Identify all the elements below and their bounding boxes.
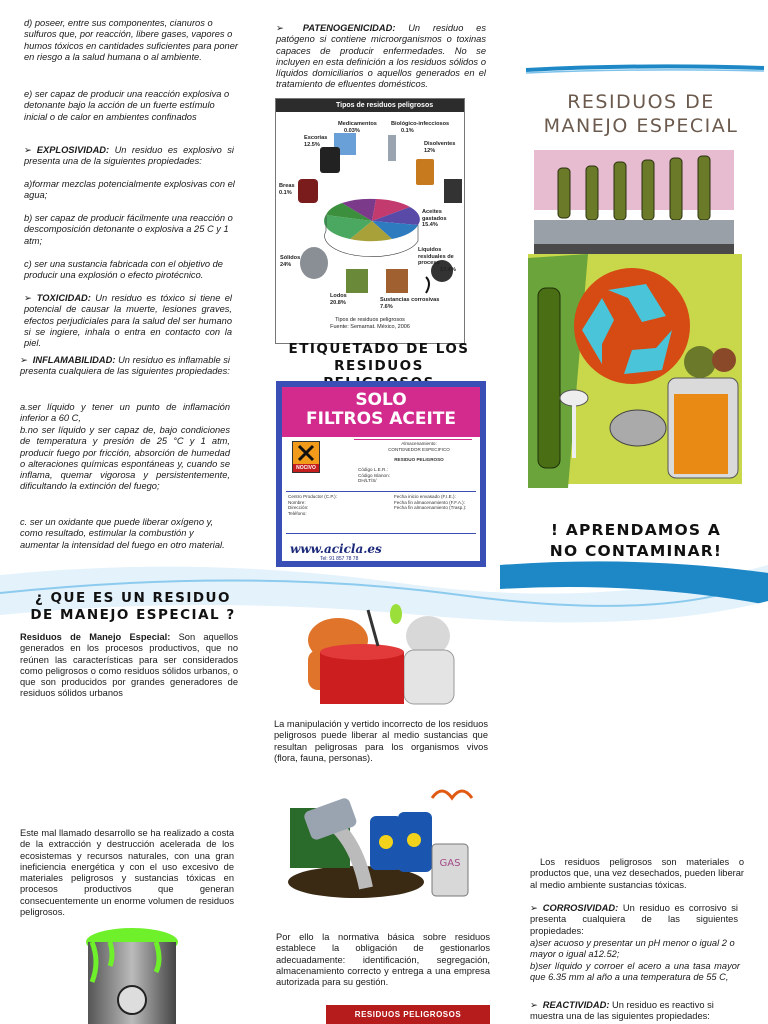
label-card-banner: [282, 387, 480, 437]
label-escorias: Escorias: [304, 135, 328, 141]
inflamabilidad-paragraph: [20, 355, 230, 378]
label-medicamentos: Medicamentos: [338, 121, 377, 127]
label-lodos-pct: 20.8%: [330, 299, 346, 306]
patog-term: PATENOGENICIDAD:: [302, 23, 396, 33]
corros-text: Un residuo es corrosivo si presenta cualquiera de las siguientes propiedades:: [530, 903, 738, 936]
lc-fecha-3: Fecha fin almacenamiento (Trasp.):: [394, 505, 467, 510]
item-e: e) ser capaz de producir una reacción explosiva o detonante bajo la acción de un fuerte estímulo inicial o de calor en ambientes confinados: [24, 89, 230, 122]
gas-label: GAS: [439, 858, 461, 869]
explos-b: b) ser capaz de producir fácilmente una reacción o descomposición detonante o explosiva a 25 C y 1 atm;: [24, 213, 233, 246]
corros-a: a)ser acuoso y presentar un pH menor o igual 2 o mayor o igual a12.52;: [530, 938, 735, 960]
label-card-title-2: FILTROS ACEITE: [305, 409, 457, 429]
label-corrosivas: Sustancias corrosivas: [380, 297, 440, 303]
hazard-label: NOCIVO: [293, 464, 319, 472]
lc-contenedor: CONTENEDOR ESPECIFICO: [388, 446, 450, 452]
chart-caption: [276, 317, 464, 331]
desarrollo-paragraph: Este mal llamado desarrollo se ha realizado a costa de la extracción y destrucción acelerada de los ecosistemas y recursos naturales, con una gran ineficiencia energética y con el uso excesivo de materiales peligrosos y sustancias tóxicas en procesos productivos que generan consecuentemente un enorme volumen de residuos peligrosos.: [20, 828, 234, 918]
patogenicidad-paragraph: [276, 23, 486, 91]
react-text: Un residuo es reactivo si muestra una de las siguientes propiedades:: [530, 1000, 714, 1022]
que-es-heading-line-1: ¿ QUE ES UN RESIDUO: [34, 590, 231, 606]
toxic-barrel-illustration: [80, 928, 184, 1024]
inflam-text: Un residuo es inflamable si presenta cualquiera de las siguientes propiedades:: [20, 355, 230, 377]
toxicidad-term: TOXICIDAD:: [36, 293, 91, 303]
label-escorias-pct: 12.5%: [304, 141, 320, 148]
chart-caption-line-1: Tipos de residuos peligrosos: [335, 317, 405, 323]
que-es-heading: [18, 590, 248, 624]
corrosividad-paragraph: [530, 903, 738, 937]
reactividad-paragraph: [530, 1000, 744, 1023]
label-aceites: Aceites gastados: [422, 209, 447, 222]
inflam-b: b.no ser líquido y ser capaz de, bajo condiciones de temperatura y presión de 25 °C y 1 atm, producir fuego por fricción, absorción de humedad o alteraciones químicas espontáneas y, cuando se inflama, quemar vigorosa y persistentemente, dificultando la extinción del fuego;: [20, 425, 230, 492]
hazard-sign-icon: [407, 833, 421, 847]
label-lodos: Lodos: [330, 293, 347, 299]
label-aceites-pct: 15.4%: [422, 222, 438, 229]
lc-codigo-2: Código Islanon:: [358, 472, 390, 478]
definition-paragraph: [20, 632, 238, 700]
label-liquidos-pct: 17.4%: [440, 266, 456, 273]
residuos-peligrosos-paragraph: Los residuos peligrosos son materiales o productos que, una vez desechados, pueden liberar al medio ambiente sustancias tóxicas.: [530, 857, 744, 890]
inflam-term: INFLAMABILIDAD:: [32, 355, 116, 365]
etiquetado-heading-line-1: ETIQUETADO DE LOS: [288, 341, 470, 357]
inflam-c: c. ser un oxidante que puede liberar oxígeno y, como resultado, estimular la combustión y aumentar la intensidad del fuego en otro material.: [20, 517, 225, 550]
corrosive-icon: [386, 269, 408, 293]
toxicidad-paragraph: [24, 293, 232, 349]
item-d: d) poseer, entre sus componentes, cianuros o sulfuros que, por reacción, libere gases, vapores o humos tóxicos en cantidades suficientes para poner en riesgo a la salud humana o al ambiente.: [24, 18, 238, 62]
arrow-bullet-icon: [530, 1000, 543, 1010]
lc-centro: Centro Productor (C.P.):: [288, 494, 337, 499]
explosividad-term: EXPLOSIVIDAD:: [36, 145, 110, 155]
cover-top-line: [520, 62, 768, 76]
explos-c: c) ser una sustancia fabricada con el objetivo de producir una explosión o efecto pirotécnico.: [24, 259, 223, 281]
etiquetado-heading-line-2: RESIDUOS: [334, 358, 424, 374]
arrow-bullet-icon: [276, 23, 289, 33]
cover-title: [526, 90, 756, 138]
slag-icon: [320, 147, 340, 173]
label-solidos: Sólidos: [280, 255, 301, 261]
label-breas-pct: 0.1%: [279, 189, 292, 196]
hazmat-workers-illustration: [298, 600, 466, 708]
explosividad-paragraph: [24, 145, 234, 168]
lc-telefono: Teléfono:: [288, 510, 307, 516]
arrow-bullet-icon: [24, 293, 37, 303]
residuos-peligrosos-card-title: RESIDUOS PELIGROSOS: [326, 1005, 490, 1024]
label-liquidos: Líquidos residuales de proceso: [418, 247, 454, 267]
label-disolventes-pct: 12%: [424, 147, 436, 154]
pollution-illustration: [286, 778, 478, 902]
cover-slogan-line-1: ! APRENDAMOS A: [550, 521, 722, 539]
corros-b: b)ser líquido y corroer el acero a una tasa mayor que 6.35 mm al año a una temperatura de 55 C,: [530, 961, 740, 983]
lc-residuo: RESIDUO PELIGROSO: [394, 457, 444, 462]
label-card-website: www.acicla.es: [290, 542, 382, 556]
label-disolventes: Disolventes: [424, 141, 456, 147]
que-es-heading-line-2: DE MANEJO ESPECIAL ?: [30, 607, 236, 623]
label-biologico: Biológico-infecciosos: [391, 121, 450, 127]
hazardous-waste-chart: [275, 98, 465, 344]
hazard-x-icon: [292, 441, 320, 473]
solvent-can-icon: [416, 159, 434, 185]
tar-barrel-icon: [298, 179, 318, 203]
inflam-a: a.ser líquido y tener un punto de inflamación inferior a 60 C,: [20, 402, 230, 424]
patog-text: Un residuo es patógeno si contiene microorganismos o toxinas capaces de producir enfermedades. No se incluyen en esta definición a los residuos sólidos o líquidos domiciliarios o aquellos generados en el tratamiento de efluentes domésticos.: [276, 23, 486, 90]
chart-caption-line-2: Fuente: Semarnat. México, 2006: [330, 324, 410, 330]
label-breas: Breas: [279, 183, 295, 189]
label-card-phone: Tel: 91 857 78 78: [320, 556, 359, 562]
lc-nombre: Nombre:: [288, 499, 306, 505]
recycling-illustration: [528, 148, 742, 510]
hazard-sign-icon: [379, 835, 393, 849]
cover-title-line-2: MANEJO ESPECIAL: [543, 115, 739, 137]
label-medicamentos-pct: 0.03%: [344, 127, 360, 134]
toxicidad-text: Un residuo es tóxico si tiene el potencial de causar la muerte, lesiones graves, efectos perjudiciales para la salud del ser humano si se ingiere, inhala o entra en contacto con la piel.: [24, 293, 232, 349]
chart-header: Tipos de residuos peligrosos: [276, 99, 464, 112]
biohazard-icon: [118, 986, 146, 1014]
oil-icon: [444, 179, 462, 203]
lc-fecha-2: Fecha fin almacenamiento (F.F.A.):: [394, 499, 465, 505]
label-card-title-1: SOLO: [355, 390, 407, 410]
solid-waste-bin-icon: [300, 247, 328, 279]
lc-almacenamiento: Almacenamiento:: [401, 441, 437, 446]
corros-term: CORROSIVIDAD:: [542, 903, 619, 913]
explosividad-text: Un residuo es explosivo si presenta una de la siguientes propiedades:: [24, 145, 235, 167]
explos-a: a)formar mezclas potencialmente explosivas con el agua;: [24, 179, 235, 201]
lc-codigo-1: Código L.E.R.:: [358, 467, 388, 472]
label-biologico-pct: 0.1%: [401, 127, 414, 134]
syringe-icon: [388, 135, 396, 161]
arrow-bullet-icon: [20, 355, 33, 365]
hazard-label-card: [276, 381, 486, 567]
arrow-bullet-icon: [530, 903, 543, 913]
definition-text: Son aquellos generados en los procesos productivos, que no reúnen las características para ser considerados como peligrosos o como residuos sólidos urbanos, o que son producidos por grandes generadores de residuos sólidos urbanos: [20, 632, 239, 699]
cover-title-line-1: RESIDUOS DE: [567, 91, 715, 113]
normativa-paragraph: Por ello la normativa básica sobre residuos establece la obligación de gestionarlos adecuadamente: identificación, segregación, almacenamiento correcto y entrega a una empresa autorizada para su gestión.: [276, 932, 490, 988]
label-solidos-pct: 24%: [280, 261, 292, 268]
definition-term: Residuos de Manejo Especial:: [20, 632, 171, 642]
manipulacion-paragraph: La manipulación y vertido incorrecto de los residuos peligrosos puede liberar al medio sustancias que resultan peligrosas para los organismos vivos (flora, fauna, personas).: [274, 719, 488, 763]
react-term: REACTIVIDAD:: [542, 1000, 610, 1010]
cover-slogan-line-2: NO CONTAMINAR!: [549, 542, 723, 560]
lc-direccion: Dirección:: [288, 505, 309, 510]
lc-codigo-3: DH/LT/S/: [358, 478, 377, 483]
label-corrosivas-pct: 7.6%: [380, 303, 393, 310]
arrow-bullet-icon: [24, 145, 37, 155]
sludge-icon: [346, 269, 368, 293]
lc-fecha-1: Fecha inicio envasado (F.I.E.):: [394, 494, 456, 499]
